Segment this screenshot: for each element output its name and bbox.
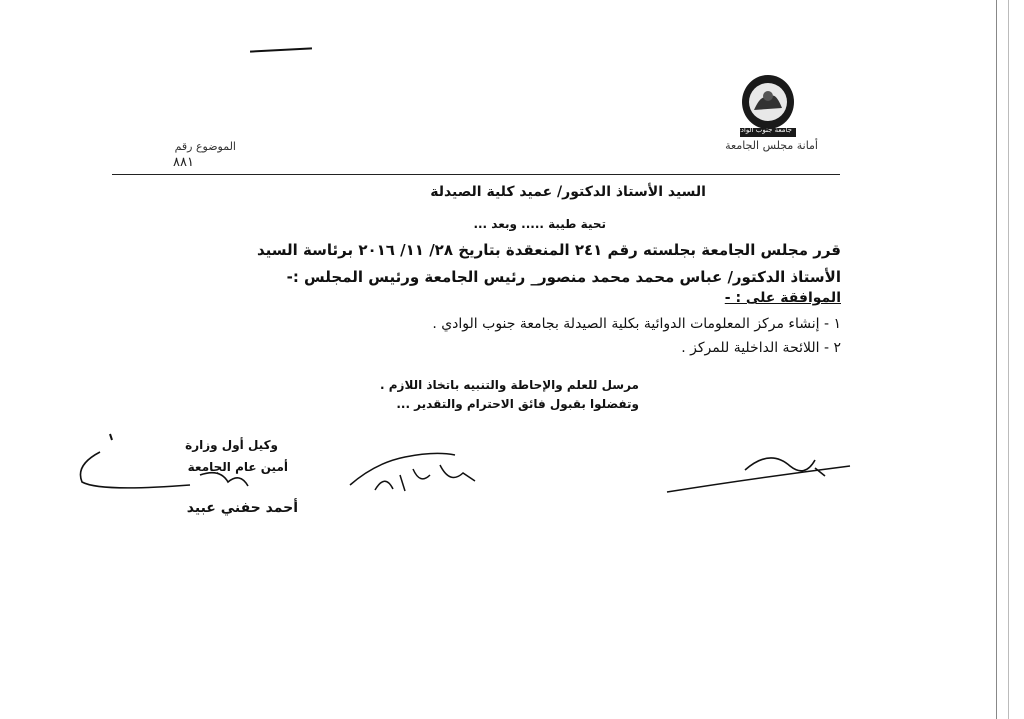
greeting-line: تحية طيبة ..... وبعد ...	[473, 217, 606, 231]
list-item-2: ٢ - اللائحة الداخلية للمركز .	[681, 340, 841, 356]
body-line-1: قرر مجلس الجامعة بجلسته رقم ٢٤١ المنعقدة بتاريخ ٢٨/ ١١/ ٢٠١٦ برئاسة السيد	[256, 241, 841, 259]
page-edge-line	[996, 0, 997, 719]
top-dash-mark	[250, 47, 312, 52]
closing-line-1: مرسل للعلم والإحاطة والتنبيه باتخاذ اللازم .	[380, 378, 639, 392]
closing-line-2: وتفضلوا بقبول فائق الاحترام والتقدير ...	[396, 397, 639, 411]
recipient-line: السيد الأستاذ الدكتور/ عميد كلية الصيدلة	[430, 184, 706, 200]
body-line-3: الموافقة على : -	[724, 290, 841, 306]
office-name: أمانة مجلس الجامعة	[725, 139, 818, 152]
signature-right	[665, 448, 865, 498]
list-item-1: ١ - إنشاء مركز المعلومات الدوائية بكلية الصيدلة بجامعة جنوب الوادي .	[432, 316, 841, 332]
signature-middle	[345, 445, 490, 505]
body-line-2: الأستاذ الدكتور/ عباس محمد محمد منصور_ رئيس الجامعة ورئيس المجلس :-	[286, 268, 841, 286]
seal-caption: جامعة جنوب الوادي	[735, 126, 792, 134]
subject-label: الموضوع رقم	[174, 140, 236, 153]
header-divider	[112, 174, 840, 175]
page-edge-line-2	[1008, 0, 1009, 719]
subject-number: ٨٨١	[173, 155, 194, 170]
signatory-name: أحمد حفني عبيد	[186, 500, 298, 516]
signature-left-scribble	[70, 430, 300, 500]
signatory-title-1: وكيل أول وزارة	[185, 438, 278, 452]
signatory-title-2: أمين عام الجامعة	[187, 460, 288, 474]
